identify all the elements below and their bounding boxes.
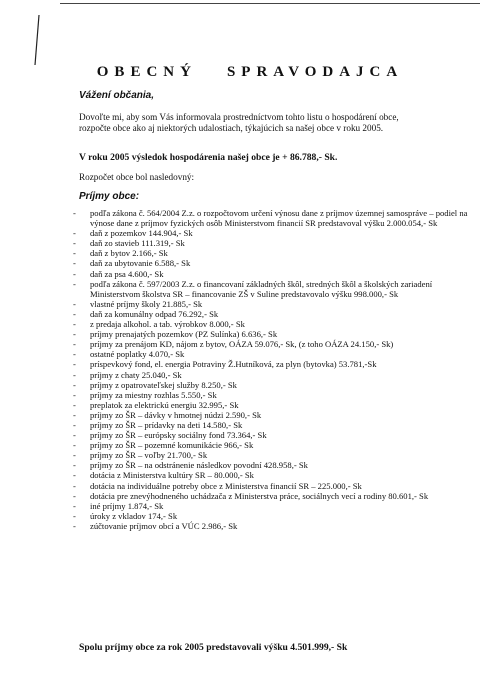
list-item: - daň za ubytovanie 6.588,- Sk: [73, 258, 191, 269]
result-statement: V roku 2005 výsledok hospodárenia našej obce je + 86.788,- Sk.: [79, 152, 338, 163]
list-item: - príjmy zo ŠR – prídavky na deti 14.580,- Sk: [73, 419, 243, 430]
list-item: - podľa zákona č. 564/2004 Z.z. o rozpočtovom určení výnosu dane z príjmov územnej samospráve – podiel na výnose dane z príjmov fyzických osôb Ministerstvom financií SR predstavoval výšku 2.000.054,- Sk: [73, 208, 468, 229]
list-item: - preplatok za elektrickú energiu 32.995,- Sk: [73, 399, 239, 410]
list-item-text: úroky z vkladov 174,- Sk: [90, 510, 178, 521]
list-item: - príjmy za miestny rozhlas 5.550,- Sk: [73, 389, 217, 400]
list-item: - zúčtovanie príjmov obcí a VÚC 2.986,- Sk: [73, 520, 238, 531]
list-item-text: daň zo stavieb 111.319,- Sk: [90, 238, 185, 249]
list-item-text: zúčtovanie príjmov obcí a VÚC 2.986,- Sk: [90, 520, 238, 531]
list-item-text: príjmy zo ŠR – prídavky na deti 14.580,- Sk: [90, 419, 243, 430]
list-item-text: preplatok za elektrickú energiu 32.995,- Sk: [90, 399, 239, 410]
list-item-text: príjmy prenajatých pozemkov (PZ Sulínka) 6.636,- Sk: [90, 329, 278, 340]
list-item: - z predaja alkohol. a tab. výrobkov 8.000,- Sk: [73, 319, 245, 330]
list-item: - daň za komunálny odpad 76.292,- Sk: [73, 308, 219, 319]
list-item-text: dotácia pre znevýhodneného uchádzača z Ministerstva práce, sociálnych vecí a rodiny 80.601,- Sk: [90, 490, 429, 501]
list-item-text: príjmy za prenájom KD, nájom z bytov, OÁZA 59.076,- Sk, (z toho OÁZA 24.150,- Sk): [90, 339, 394, 350]
list-item: - príjmy prenajatých pozemkov (PZ Sulínka) 6.636,- Sk: [73, 329, 278, 340]
list-item-text: príjmy z chaty 25.040,- Sk: [90, 369, 182, 380]
list-item: - dotácia z Ministerstva kultúry SR – 80.000,- Sk: [73, 470, 254, 481]
list-item-text: podľa zákona č. 597/2003 Z.z. o financovaní základných škôl, stredných škôl a školských zariadení Ministerstvom školstva SR – financovanie ZŠ v Suline predstavovalo výšku 998.000,- Sk: [90, 278, 433, 299]
list-item: - podľa zákona č. 597/2003 Z.z. o financovaní základných škôl, stredných škôl a školských zariadení Ministerstvom školstva SR – financovanie ZŠ v Suline predstavovalo výšku 998.000,- Sk: [73, 278, 433, 299]
list-item: - daň z bytov 2.166,- Sk: [73, 248, 168, 259]
list-item-text: príjmy za miestny rozhlas 5.550,- Sk: [90, 389, 217, 400]
list-item: - úroky z vkladov 174,- Sk: [73, 510, 178, 521]
list-item-text: daň za psa 4.600,- Sk: [90, 268, 164, 279]
handwritten-slash-mark: [33, 14, 41, 66]
list-item-text: daň za ubytovanie 6.588,- Sk: [90, 258, 191, 269]
list-item-text: daň za komunálny odpad 76.292,- Sk: [90, 308, 219, 319]
list-item: - iné príjmy 1.874,- Sk: [73, 500, 164, 511]
list-item-text: príjmy z opatrovateľskej služby 8.250,- Sk: [90, 379, 237, 390]
list-item-text: iné príjmy 1.874,- Sk: [90, 500, 164, 511]
list-item: - príspevkový fond, el. energia Potraviny Ž.Hutníková, za plyn (bytovka) 53.781,-Sk: [73, 359, 377, 370]
list-item: - príjmy z chaty 25.040,- Sk: [73, 369, 182, 380]
list-item: - dotácia na individuálne potreby obce z Ministerstva financií SR – 225.000,- Sk: [73, 480, 362, 491]
intro-paragraph: Dovoľte mi, aby som Vás informovala prostredníctvom tohto listu o hospodárení obce, rozpočte obce ako aj niektorých udalostiach, týkajúcich sa našej obce v roku 2005.: [79, 112, 399, 133]
page-title: [0, 64, 500, 81]
list-item: - príjmy zo ŠR – dávky v hmotnej núdzi 2.590,- Sk: [73, 409, 262, 420]
list-item: - daň zo stavieb 111.319,- Sk: [73, 238, 185, 249]
budget-intro: Rozpočet obce bol nasledovný:: [79, 172, 195, 182]
list-item: - príjmy zo ŠR – pozemné komunikácie 966,- Sk: [73, 440, 254, 451]
list-item: - príjmy za prenájom KD, nájom z bytov, OÁZA 59.076,- Sk, (z toho OÁZA 24.150,- Sk): [73, 339, 394, 350]
greeting: Vážení občania,: [79, 90, 155, 101]
list-item: - vlastné príjmy školy 21.885,- Sk: [73, 298, 203, 309]
list-item-text: daň z pozemkov 144.904,- Sk: [90, 228, 193, 239]
list-item: - dotácia pre znevýhodneného uchádzača z Ministerstva práce, sociálnych vecí a rodiny 80.601,- Sk: [73, 490, 429, 501]
top-rule: [60, 3, 480, 4]
list-item-text: príjmy zo ŠR – európsky sociálny fond 73.364,- Sk: [90, 430, 267, 441]
income-heading: Príjmy obce:: [79, 191, 140, 202]
total-income-statement: Spolu príjmy obce za rok 2005 predstavovali výšku 4.501.999,- Sk: [79, 642, 348, 653]
list-item: - príjmy zo ŠR – voľby 21.700,- Sk: [73, 450, 208, 461]
list-item: - daň z pozemkov 144.904,- Sk: [73, 228, 193, 239]
list-item: - príjmy zo ŠR – na odstránenie následkov povodní 428.958,- Sk: [73, 460, 308, 471]
list-item-text: dotácia z Ministerstva kultúry SR – 80.000,- Sk: [90, 470, 254, 481]
title-word-2: SPRAVODAJCA: [226, 64, 404, 80]
list-item: - príjmy z opatrovateľskej služby 8.250,- Sk: [73, 379, 237, 390]
list-item-text: príspevkový fond, el. energia Potraviny Ž.Hutníková, za plyn (bytovka) 53.781,-Sk: [90, 359, 377, 370]
list-item-text: z predaja alkohol. a tab. výrobkov 8.000,- Sk: [90, 319, 245, 330]
list-item-text: príjmy zo ŠR – voľby 21.700,- Sk: [90, 450, 208, 461]
list-item: - príjmy zo ŠR – európsky sociálny fond 73.364,- Sk: [73, 430, 267, 441]
list-item-text: príjmy zo ŠR – pozemné komunikácie 966,- Sk: [90, 440, 254, 451]
title-word-1: OBECNÝ: [96, 64, 197, 80]
income-list: [70, 208, 482, 531]
list-item: - ostatné poplatky 4.070,- Sk: [73, 349, 185, 360]
list-item-text: podľa zákona č. 564/2004 Z.z. o rozpočtovom určení výnosu dane z príjmov územnej samospráve – podiel na výnose dane z príjmov fyzických osôb Ministerstvom financií SR predstavoval výšku 2.000.054,- Sk: [90, 208, 468, 229]
list-item-text: daň z bytov 2.166,- Sk: [90, 248, 168, 259]
list-item-text: dotácia na individuálne potreby obce z Ministerstva financií SR – 225.000,- Sk: [90, 480, 362, 491]
list-item-text: príjmy zo ŠR – dávky v hmotnej núdzi 2.590,- Sk: [90, 409, 262, 420]
list-item-text: príjmy zo ŠR – na odstránenie následkov povodní 428.958,- Sk: [90, 460, 308, 471]
list-item: - daň za psa 4.600,- Sk: [73, 268, 164, 279]
list-item-text: ostatné poplatky 4.070,- Sk: [90, 349, 185, 360]
list-item-text: vlastné príjmy školy 21.885,- Sk: [90, 298, 203, 309]
